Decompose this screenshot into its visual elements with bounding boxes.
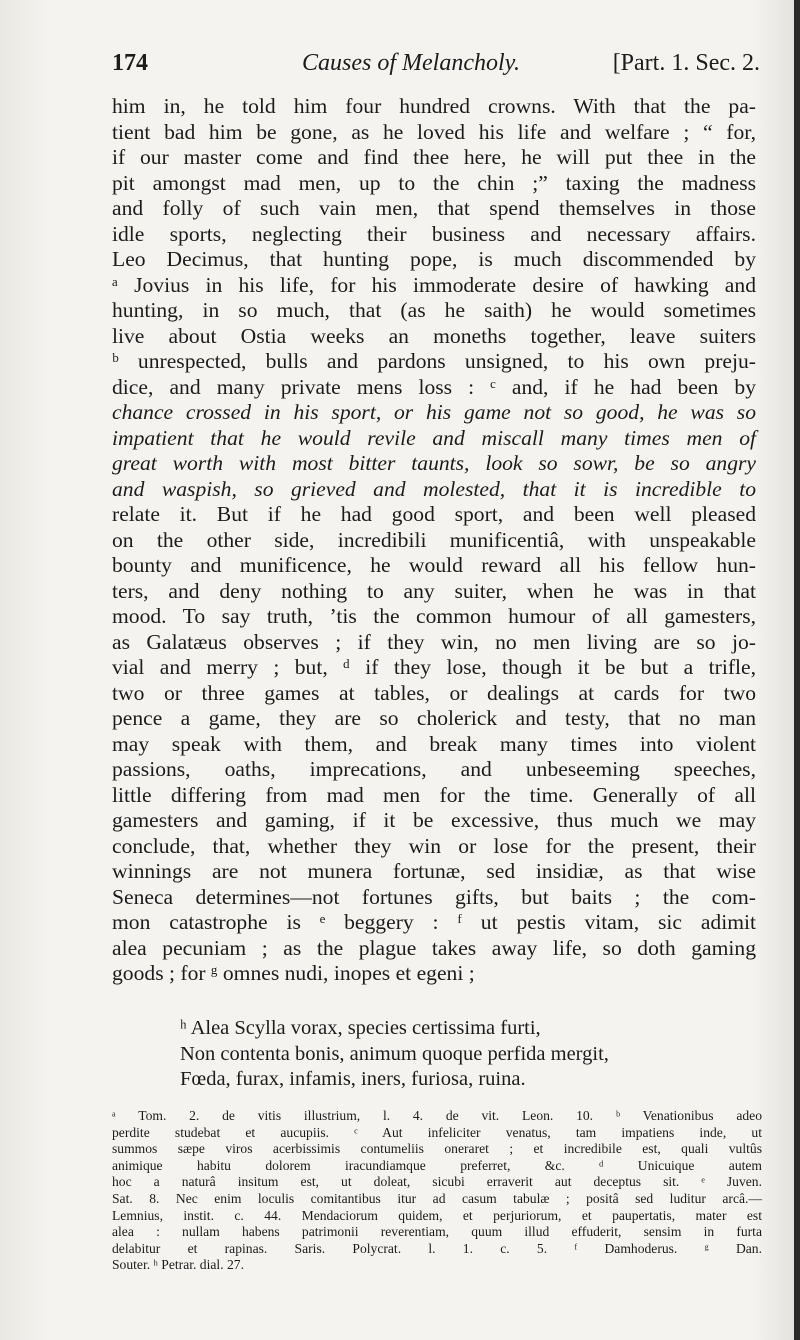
footnote-line: summos sæpe viros acerbissimis contumeliis oneraret ; et incredibile est, quali vultûs bbox=[112, 1141, 762, 1157]
text-line: conclude, that, whether they win or lose for the present, their bbox=[112, 833, 756, 858]
text-line: two or three games at tables, or dealings at cards for two bbox=[112, 680, 756, 705]
page-number: 174 bbox=[112, 50, 148, 76]
text-line: tient bad him be gone, as he loved his life and welfare ; “ for, bbox=[112, 119, 756, 144]
page-edge bbox=[794, 0, 800, 1340]
text-line: on the other side, incredibili munificentiâ, with unspeakable bbox=[112, 527, 756, 552]
footnote-line: Lemnius, instit. c. 44. Mendaciorum quidem, et perjuriorum, et paupertatis, mater est bbox=[112, 1207, 762, 1223]
text-line: gamesters and gaming, if it be excessive, thus much we may bbox=[112, 808, 756, 832]
text-line: winnings are not munera fortunæ, sed insidiæ, as that wise bbox=[112, 859, 756, 883]
text-line: mood. To say truth, ’tis the common humour of all gamesters, bbox=[112, 604, 756, 628]
text-line: chance crossed in his sport, or his game not so good, he was so bbox=[112, 400, 756, 424]
footnote-line: hoc a naturâ insitum est, ut doleat, sicubi erraverit aut deceptus sit. ᵉ Juven. bbox=[112, 1174, 762, 1190]
footnote-line: animique habitu dolorem iracundiamque preferret, &c. ᵈ Unicuique autem bbox=[112, 1157, 762, 1173]
text-line: vial and merry ; but, ᵈ if they lose, though it be but a trifle, bbox=[112, 655, 756, 679]
text-line: little differing from mad men for the time. Generally of all bbox=[112, 782, 756, 807]
text-line: passions, oaths, imprecations, and unbeseeming speeches, bbox=[112, 757, 756, 781]
text-line: ᵇ unrespected, bulls and pardons unsigned, to his own preju- bbox=[112, 349, 756, 373]
text-line: Seneca determines—not fortunes gifts, but baits ; the com- bbox=[112, 884, 756, 909]
text-line: may speak with them, and break many times into violent bbox=[112, 731, 756, 756]
text-line: bounty and munificence, he would reward all his fellow hun- bbox=[112, 553, 756, 577]
text-line: hunting, in so much, that (as he saith) he would sometimes bbox=[112, 298, 756, 322]
text-line: him in, he told him four hundred crowns. With that the pa- bbox=[112, 94, 756, 118]
text-line: mon catastrophe is ᵉ beggery : ᶠ ut pestis vitam, sic adimit bbox=[112, 910, 756, 934]
text-line: idle sports, neglecting their business and necessary affairs. bbox=[112, 221, 756, 246]
text-line: ᵃ Jovius in his life, for his immoderate desire of hawking and bbox=[112, 272, 756, 297]
text-line: if our master come and find thee here, he will put thee in the bbox=[112, 145, 756, 169]
text-line: Leo Decimus, that hunting pope, is much discommended by bbox=[112, 247, 756, 271]
main-text bbox=[112, 94, 756, 987]
running-title: Causes of Melancholy. bbox=[302, 50, 520, 76]
footnote-line: ᵃ Tom. 2. de vitis illustrium, l. 4. de vit. Leon. 10. ᵇ Venationibus adeo bbox=[112, 1108, 762, 1123]
page-header bbox=[112, 50, 760, 86]
verse-line: ʰ Alea Scylla vorax, species certissima furti, bbox=[180, 1017, 541, 1039]
text-line: ters, and deny nothing to any suiter, when he was in that bbox=[112, 578, 756, 603]
text-line: great worth with most bitter taunts, look so sowr, be so angry bbox=[112, 451, 756, 475]
verse-line: Non contenta bonis, animum quoque perfida mergit, bbox=[180, 1042, 609, 1065]
footnote-line: Souter. ʰ Petrar. dial. 27. bbox=[112, 1257, 244, 1273]
text-line: pence a game, they are so cholerick and testy, that no man bbox=[112, 706, 756, 730]
footnote-line: perdite studebat et aucupiis. ᶜ Aut infeliciter venatus, tam impatiens inde, ut bbox=[112, 1124, 762, 1140]
section-marker: [Part. 1. Sec. 2. bbox=[612, 50, 760, 76]
verse-quotation bbox=[180, 1016, 700, 1093]
text-line: and waspish, so grieved and molested, that it is incredible to bbox=[112, 476, 756, 501]
text-line: impatient that he would revile and miscall many times men of bbox=[112, 425, 756, 450]
text-line: as Galatæus observes ; if they win, no men living are so jo- bbox=[112, 629, 756, 654]
footnote-line: delabitur et rapinas. Saris. Polycrat. l. 1. c. 5. ᶠ Damhoderus. ᵍ Dan. bbox=[112, 1240, 762, 1256]
text-line: pit amongst mad men, up to the chin ;” taxing the madness bbox=[112, 170, 756, 195]
footnotes bbox=[112, 1108, 762, 1274]
text-line: alea pecuniam ; as the plague takes away life, so doth gaming bbox=[112, 935, 756, 960]
footnote-line: Sat. 8. Nec enim loculis comitantibus itur ad casum tabulæ ; positâ sed luditur arcâ.— bbox=[112, 1190, 762, 1206]
text-line: relate it. But if he had good sport, and been well pleased bbox=[112, 502, 756, 526]
text-line: dice, and many private mens loss : ᶜ and, if he had been by bbox=[112, 374, 756, 399]
verse-line: Fœda, furax, infamis, iners, furiosa, ruina. bbox=[180, 1068, 526, 1090]
text-line: live about Ostia weeks an moneths together, leave suiters bbox=[112, 323, 756, 348]
text-line: and folly of such vain men, that spend themselves in those bbox=[112, 196, 756, 220]
footnote-line: alea : nullam habens patrimonii reverentiam, quum illud effuderit, sensim in furta bbox=[112, 1224, 762, 1240]
text-line: goods ; for ᵍ omnes nudi, inopes et egeni ; bbox=[112, 961, 475, 985]
